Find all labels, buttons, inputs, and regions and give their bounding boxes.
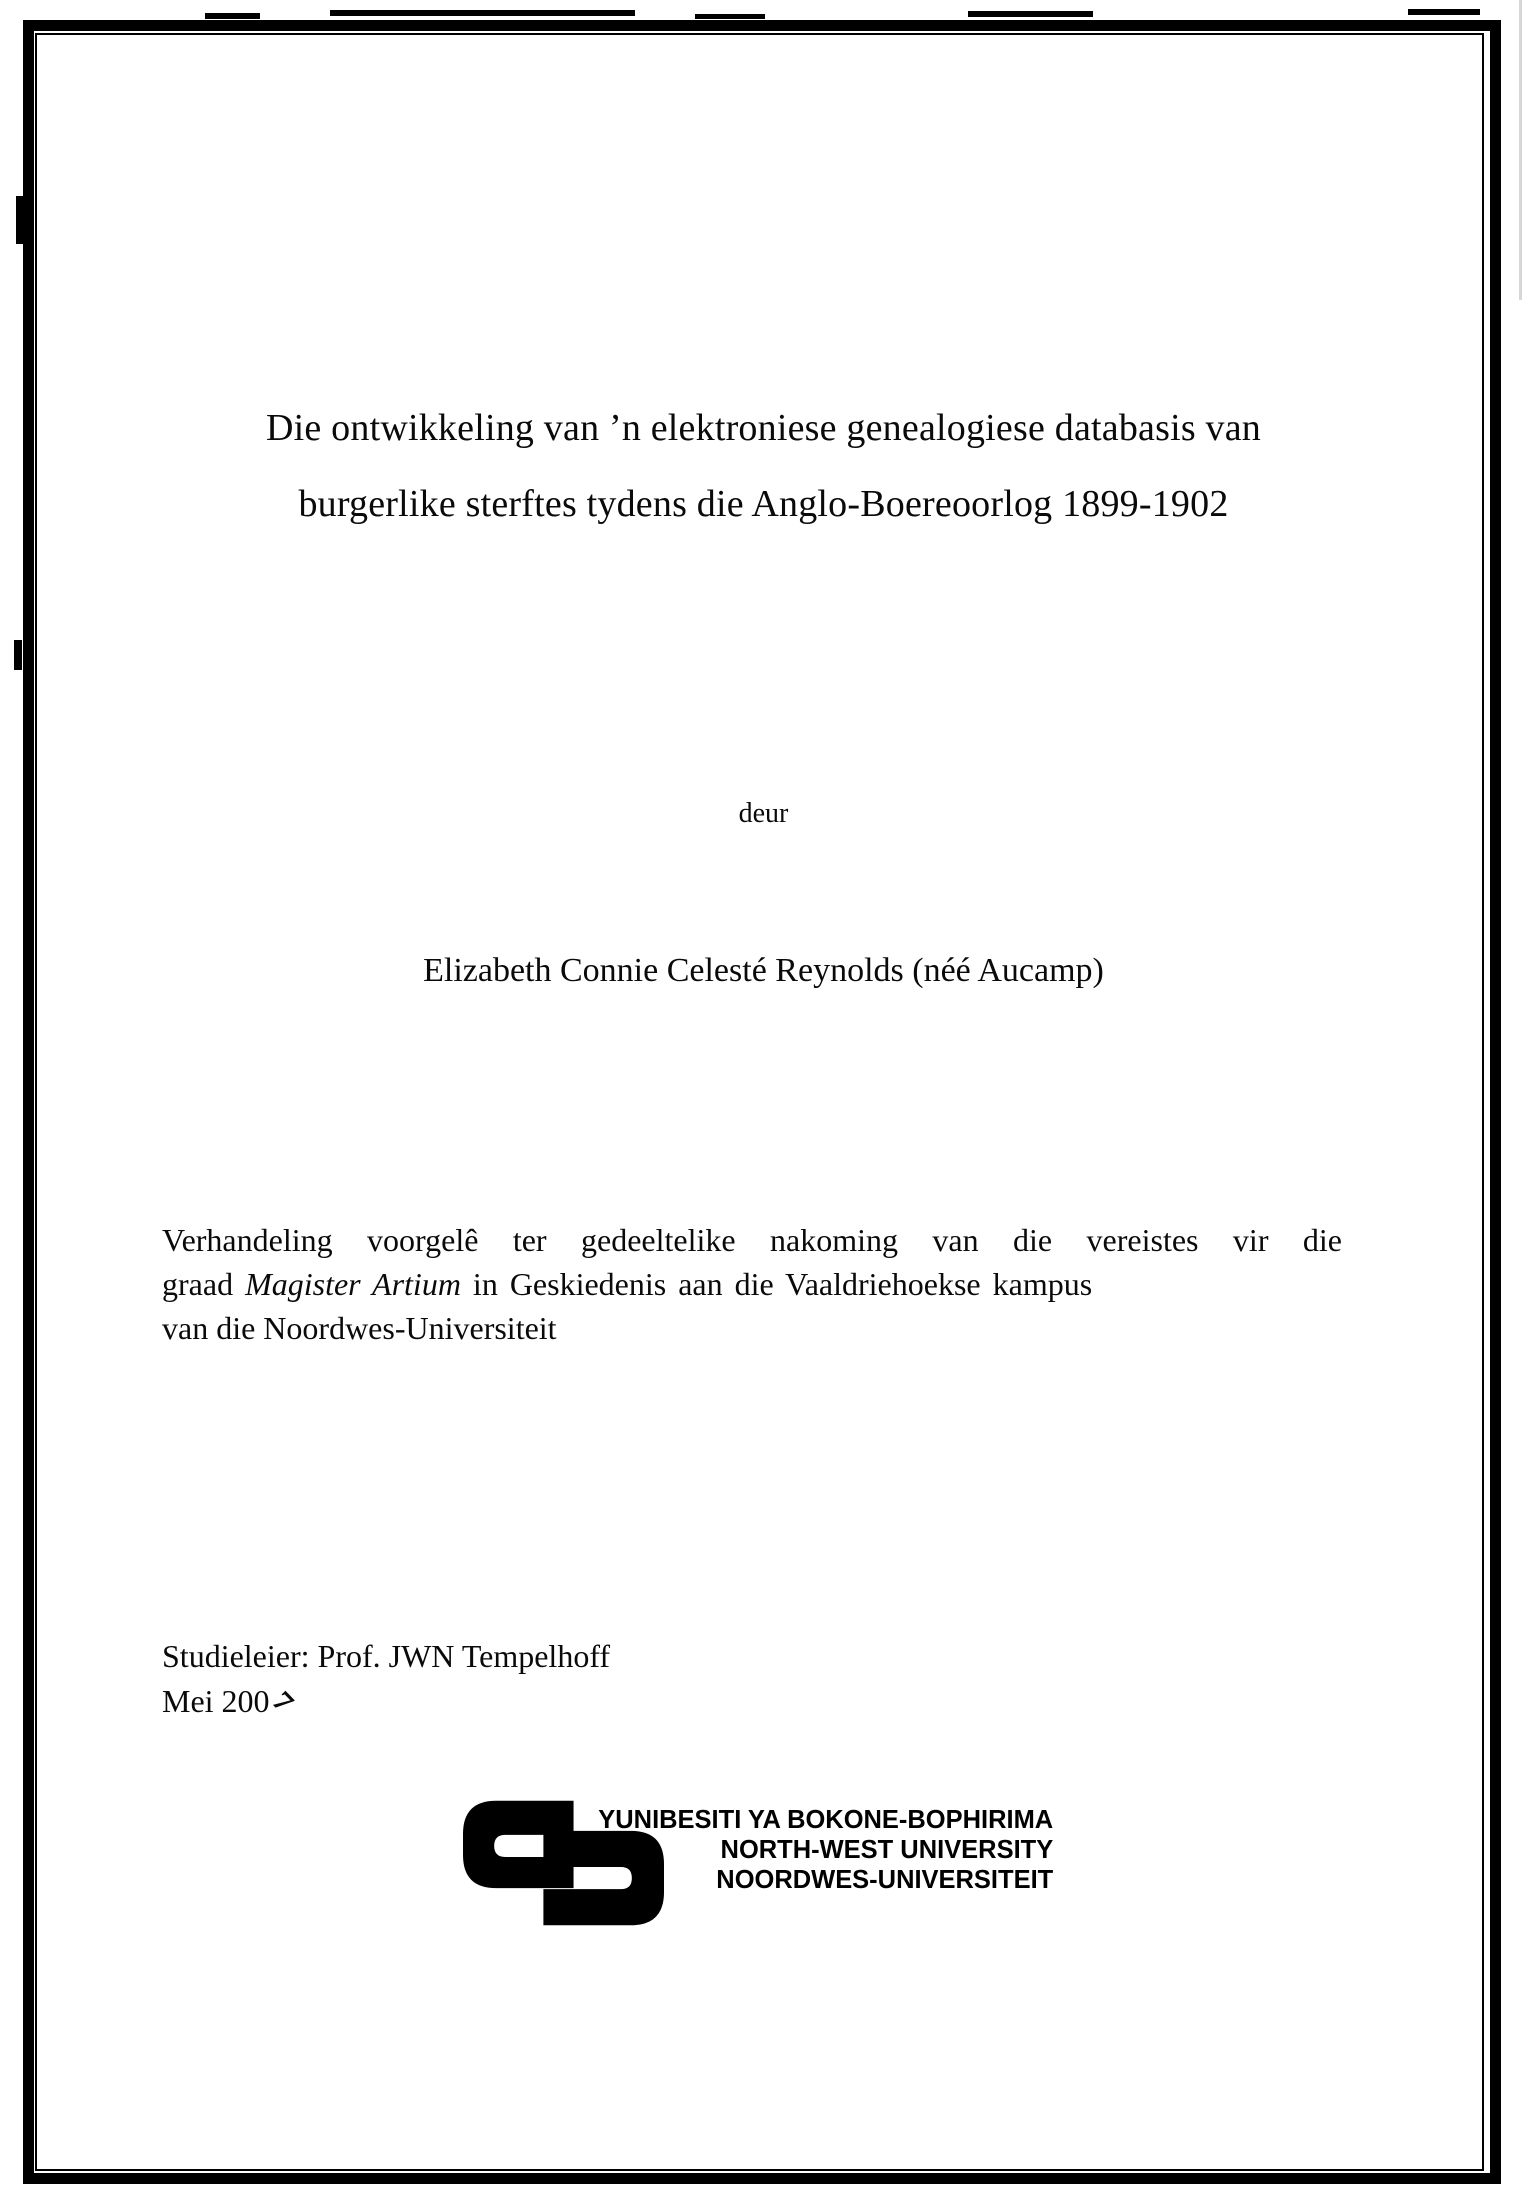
degree-statement-line1: Verhandeling voorgelê ter gedeeltelike nakoming van die vereistes vir die: [162, 1222, 1342, 1258]
degree-statement: [162, 1218, 1342, 1350]
scan-artifact: [205, 13, 260, 19]
date-line: [162, 1679, 610, 1724]
degree-statement-line2-suffix: in Geskiedenis aan die Vaaldriehoekse kampus: [460, 1266, 1093, 1302]
scan-artifact: [330, 10, 635, 16]
scan-edge-streak: [1519, 0, 1522, 300]
supervisor-line: Studieleier: Prof. JWN Tempelhoff: [162, 1638, 611, 1674]
scan-artifact: [14, 640, 22, 670]
nwu-logo-text-line3: NOORDWES-UNIVERSITEIT: [716, 1864, 1053, 1894]
nwu-logo-text-line2: NORTH-WEST UNIVERSITY: [720, 1834, 1053, 1864]
thesis-title: [0, 390, 1527, 542]
date-prefix: Mei 200: [162, 1683, 270, 1719]
degree-name-italic: Magister Artium: [245, 1266, 461, 1302]
scan-artifact: [1408, 9, 1480, 15]
thesis-title-line2: burgerlike sterftes tydens die Anglo-Boereoorlog 1899-1902: [298, 483, 1229, 525]
supervisor-block: [162, 1634, 610, 1724]
nwu-logo-text-line1: YUNIBESITI YA BOKONE-BOPHIRIMA: [598, 1804, 1053, 1834]
author-name: Elizabeth Connie Celesté Reynolds (néé Aucamp): [423, 952, 1104, 989]
degree-statement-line3: van die Noordwes-Universiteit: [162, 1310, 557, 1346]
degree-statement-line2-prefix: graad: [162, 1266, 246, 1302]
scan-artifact: [16, 196, 25, 244]
scan-artifact: [968, 11, 1093, 17]
scan-artifact: [695, 14, 765, 19]
date-last-digit: 7: [265, 1684, 301, 1719]
thesis-title-line1: Die ontwikkeling van ’n elektroniese genealogiese databasis van: [266, 407, 1261, 449]
degree-statement-line2: [162, 1262, 1342, 1306]
byline-word: deur: [738, 798, 789, 829]
nwu-logo-text: [598, 1804, 1053, 1894]
